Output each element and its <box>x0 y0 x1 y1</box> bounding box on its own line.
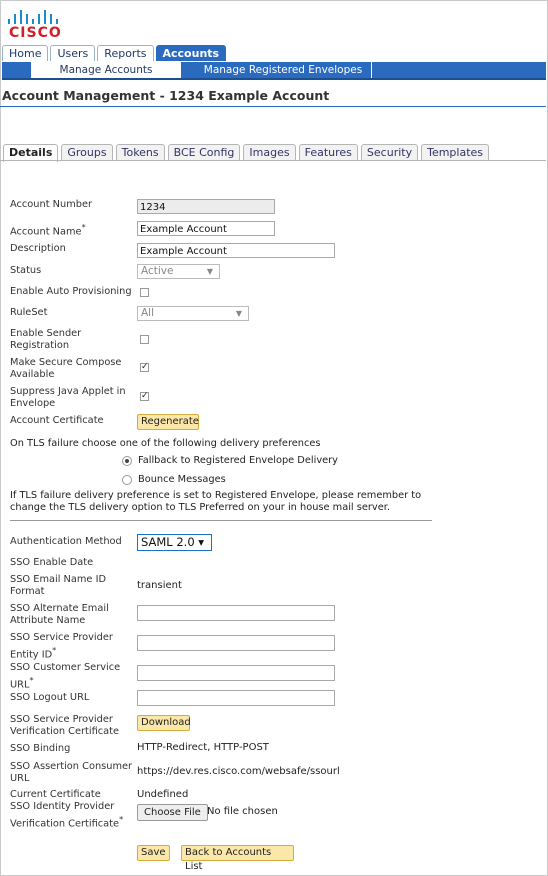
status-select[interactable]: Active ▼ <box>137 264 220 279</box>
sso-idp-cert-label: SSO Identity Provider Verification Certificate* <box>10 801 124 830</box>
choose-file-button[interactable]: Choose File <box>137 804 208 821</box>
tab-accounts[interactable]: Accounts <box>156 45 227 61</box>
account-number-field: 1234 <box>137 199 275 214</box>
suppress-java-label: Suppress Java Applet in Envelope <box>10 386 126 409</box>
sso-sp-entity-id-label: SSO Service Provider Entity ID* <box>10 632 113 661</box>
tls-prompt: On TLS failure choose one of the following delivery preferences <box>10 438 321 449</box>
tab-tokens[interactable]: Tokens <box>116 144 165 160</box>
title-divider <box>0 106 546 107</box>
auth-method-label: Authentication Method <box>10 536 122 547</box>
detail-tabs <box>3 144 492 161</box>
secure-compose-checkbox[interactable]: ✓ <box>141 362 149 372</box>
tab-images[interactable]: Images <box>243 144 295 160</box>
tls-bounce-label: Bounce Messages <box>138 474 226 485</box>
sso-customer-service-url-label: SSO Customer Service URL* <box>10 662 121 691</box>
tab-details[interactable]: Details <box>3 144 58 162</box>
sub-nav-bar <box>2 62 546 80</box>
download-button[interactable]: Download <box>137 715 190 731</box>
sso-enable-date-label: SSO Enable Date <box>10 557 94 568</box>
tab-templates[interactable]: Templates <box>421 144 489 160</box>
auto-provisioning-checkbox[interactable] <box>140 288 149 297</box>
cisco-logo-bars-icon <box>7 6 67 24</box>
current-certificate-label: Current Certificate <box>10 789 101 800</box>
sso-logout-url-field[interactable] <box>137 690 335 706</box>
description-label: Description <box>10 243 66 254</box>
sub-nav-manage-envelopes[interactable]: Manage Registered Envelopes <box>195 62 372 78</box>
ruleset-label: RuleSet <box>10 307 48 318</box>
tls-fallback-label: Fallback to Registered Envelope Delivery <box>138 455 338 466</box>
sso-binding-value: HTTP-Redirect, HTTP-POST <box>137 742 269 753</box>
sso-alt-email-label: SSO Alternate Email Attribute Name <box>10 603 109 626</box>
account-name-field[interactable]: Example Account <box>137 221 275 236</box>
sso-alt-email-field[interactable] <box>137 605 335 621</box>
sso-sp-cert-label: SSO Service Provider Verification Certificate <box>10 714 120 737</box>
save-button[interactable]: Save <box>137 845 170 861</box>
sender-registration-checkbox[interactable] <box>140 335 149 344</box>
sso-acs-url-value: https://dev.res.cisco.com/websafe/ssourl <box>137 766 340 777</box>
tls-note-line2: change the TLS delivery option to TLS Preferred on your in house mail server. <box>10 502 390 513</box>
sender-registration-label: Enable Sender Registration <box>10 328 82 351</box>
sso-sp-entity-id-field[interactable] <box>137 635 335 651</box>
sso-customer-service-url-field[interactable] <box>137 665 335 681</box>
tab-home[interactable]: Home <box>2 45 48 61</box>
account-certificate-label: Account Certificate <box>10 415 104 426</box>
tls-bounce-radio[interactable] <box>122 475 132 485</box>
tab-groups[interactable]: Groups <box>61 144 112 160</box>
main-nav-tabs <box>2 45 228 62</box>
tabs-divider <box>0 160 546 161</box>
cisco-logo-text: CISCO <box>9 25 62 41</box>
auth-method-select[interactable]: SAML 2.0 ▾ <box>137 534 212 551</box>
tls-note-line1: If TLS failure delivery preference is set to Registered Envelope, please remember to <box>10 490 422 501</box>
tls-fallback-radio[interactable] <box>122 456 132 466</box>
tab-bce-config[interactable]: BCE Config <box>168 144 241 160</box>
ruleset-select[interactable]: All ▼ <box>137 306 249 321</box>
chevron-down-icon: ▼ <box>206 267 213 276</box>
sso-binding-label: SSO Binding <box>10 743 71 754</box>
sso-email-name-id-value: transient <box>137 580 182 591</box>
status-label: Status <box>10 265 42 276</box>
sso-logout-url-label: SSO Logout URL <box>10 692 90 703</box>
page-title: Account Management - 1234 Example Account <box>2 88 330 103</box>
secure-compose-label: Make Secure Compose Available <box>10 357 122 380</box>
file-status-text: No file chosen <box>207 806 278 817</box>
back-to-accounts-button[interactable]: Back to Accounts List <box>181 845 294 861</box>
suppress-java-checkbox[interactable]: ✓ <box>141 391 149 401</box>
regenerate-button[interactable]: Regenerate <box>137 414 199 430</box>
sso-email-name-id-label: SSO Email Name ID Format <box>10 574 107 597</box>
description-field[interactable]: Example Account <box>137 243 335 258</box>
tab-reports[interactable]: Reports <box>97 45 153 61</box>
sso-acs-url-label: SSO Assertion Consumer URL <box>10 761 133 784</box>
account-name-label: Account Name* <box>10 222 86 238</box>
auto-provisioning-label: Enable Auto Provisioning <box>10 286 132 297</box>
cisco-logo <box>7 6 67 42</box>
section-divider <box>10 520 432 521</box>
current-certificate-value: Undefined <box>137 789 189 800</box>
tab-users[interactable]: Users <box>50 45 95 61</box>
account-number-label: Account Number <box>10 199 93 210</box>
chevron-down-icon: ▼ <box>235 309 242 318</box>
tab-security[interactable]: Security <box>361 144 418 160</box>
sub-nav-manage-accounts[interactable]: Manage Accounts <box>31 62 181 78</box>
tab-features[interactable]: Features <box>299 144 358 160</box>
